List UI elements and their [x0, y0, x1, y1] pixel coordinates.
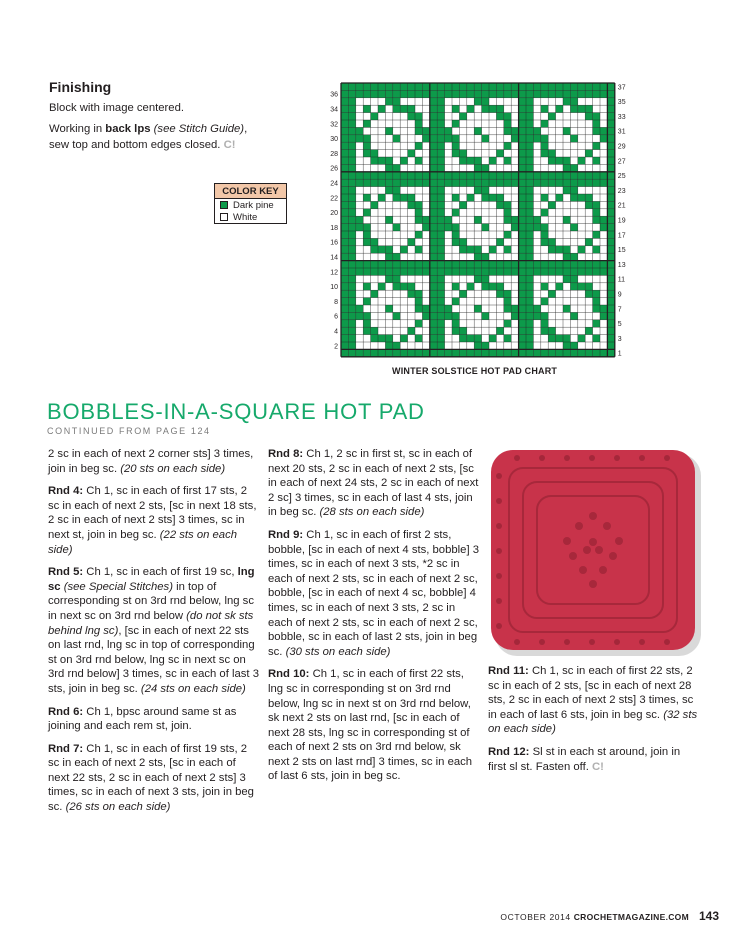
- finishing-text-1: Block with image centered.: [49, 102, 185, 114]
- chart-row-label-right: 5: [617, 321, 622, 329]
- color-key: [214, 183, 287, 224]
- chart-row-label-right: 29: [617, 143, 626, 151]
- section-subtitle: CONTINUED FROM PAGE 124: [47, 426, 211, 436]
- hot-pad-body: [491, 450, 695, 650]
- round-12: Rnd 12: Sl st in each st around, join in first sl st. Fasten off. C!: [488, 745, 681, 773]
- chart-row-label-left: 16: [330, 239, 338, 247]
- chart-row-label-left: 30: [330, 136, 338, 144]
- round-9: Rnd 9: Ch 1, sc in each of first 2 sts, bobble, [sc in each of next 4 sts, bobble] 3 times, sc in each of next 3 sts, *2 sc in each of next 2 sts, sc in each of next 2 sc, bobble, [sc in each of next 4 sc, bobble] 4 times, sc in each of next 3 sts, 2 sc in each of next 2 sts, sc in each of next 2 sc, bobble, sc in each of last 2 sts, join in beg sc. (30 sts on each side): [268, 528, 480, 658]
- chart-row-label-left: 22: [330, 195, 338, 203]
- round-4: Rnd 4: Ch 1, sc in each of first 17 sts, 2 sc in each of next 2 sts, [sc in next 18 sts, 2 sc in each of next 2 sts] 3 times, sc in next st, join in beg sc. (22 sts on each side): [48, 485, 257, 556]
- bobble: [496, 623, 502, 629]
- chart-row-label-left: 4: [334, 328, 338, 336]
- bobble: [496, 598, 502, 604]
- chart-row-label-left: 6: [334, 313, 338, 321]
- round-8: Rnd 8: Ch 1, 2 sc in first st, sc in each of next 20 sts, 2 sc in each of next 2 sts, [sc in each of next 24 sts, 2 sc in each of next 2 sc] 3 times, sc in each of last 4 sts, join in beg sc. (28 sts on each side): [268, 448, 479, 519]
- bobble: [589, 580, 597, 588]
- chart-row-label-right: 7: [617, 306, 622, 314]
- chart-row-label-right: 25: [617, 173, 626, 181]
- color-key-item-dark-pine: Dark pine: [215, 199, 286, 211]
- bobble: [639, 639, 645, 645]
- bobble: [595, 546, 603, 554]
- chart-row-label-right: 13: [617, 261, 626, 269]
- bobble: [496, 473, 502, 479]
- bobble: [569, 552, 577, 560]
- instructions-column-1: [48, 447, 260, 823]
- instructions-column-2: [268, 447, 480, 792]
- round-5: Rnd 5: Ch 1, sc in each of first 19 sc, lng sc (see Special Stitches) in top of corresponding st on 3rd rnd below, lng sc in next sc on 3rd rnd below (do not sk sts behind lng sc), [sc in each of next 22 sts on last rnd, lng sc in top of corresponding st on 3rd rnd below, lng sc in next sc on 3rd rnd below] 3 times, sc in each of last 3 sts, join in beg sc. (24 sts on each side): [48, 566, 259, 695]
- instructions-column-3: [488, 664, 700, 782]
- chart-row-label-right: 9: [617, 291, 622, 299]
- bobble: [575, 522, 583, 530]
- round-6: Rnd 6: Ch 1, bpsc around same st as joining and each rem st, join.: [48, 705, 237, 733]
- bobble: [589, 455, 595, 461]
- bobble: [614, 455, 620, 461]
- chart-title: WINTER SOLSTICE HOT PAD CHART: [392, 366, 558, 376]
- chart-row-label-left: 14: [330, 254, 338, 262]
- round-11: Rnd 11: Ch 1, sc in each of first 22 sts, 2 sc in each of 2 sts, [sc in each of next 28 sts, 2 sc in each of next 2 sts] 3 times, sc in each of last 6 sts, join in beg sc. (32 sts on each side): [488, 665, 698, 736]
- chart-row-label-left: 2: [334, 343, 338, 351]
- finishing-text-2: Working in back lps (see Stitch Guide), sew top and bottom edges closed. C!: [49, 123, 248, 151]
- section-title: BOBBLES-IN-A-SQUARE HOT PAD: [47, 399, 425, 424]
- bobble: [496, 573, 502, 579]
- chart-row-label-right: 1: [617, 350, 622, 358]
- bobble: [589, 538, 597, 546]
- chart-row-label-left: 32: [330, 121, 338, 129]
- round-10: Rnd 10: Ch 1, sc in each of first 22 sts, lng sc in corresponding st on 3rd rnd below, lng sc in next st on 3rd rnd below, sk next 2 sts on last rnd, [sc in each of next 28 sts, lng sc in corresponding st of each of next 2 sts on 3rd rnd below, sk next 2 sts on last rnd] 3 times, sc in each of last 6 sts, join in beg sc.: [268, 668, 473, 783]
- chart-cells: [341, 83, 615, 357]
- bobble: [539, 639, 545, 645]
- chart-row-label-right: 11: [617, 276, 626, 284]
- bobble: [583, 546, 591, 554]
- dark-pine-swatch: [220, 201, 228, 209]
- round-3-end: 2 sc in each of next 2 corner sts] 3 times, join in beg sc. (20 sts on each side): [48, 448, 254, 475]
- bobble: [496, 523, 502, 529]
- end-mark-icon: C!: [592, 760, 604, 773]
- footer-publication: OCTOBER 2014 CROCHETMAGAZINE.COM: [500, 912, 689, 922]
- bobble: [599, 566, 607, 574]
- chart-row-label-right: 33: [617, 113, 626, 121]
- page-footer: [500, 909, 719, 923]
- hot-pad-photo: [487, 446, 705, 658]
- chart-row-label-right: 3: [617, 335, 622, 343]
- bobble: [664, 455, 670, 461]
- chart-row-label-right: 27: [617, 158, 626, 166]
- chart-row-label-left: 10: [330, 284, 338, 292]
- end-mark-icon: C!: [223, 139, 236, 151]
- bobble: [639, 455, 645, 461]
- bobble: [496, 498, 502, 504]
- chart-row-label-left: 26: [330, 165, 338, 173]
- bobble: [589, 639, 595, 645]
- chart-row-label-left: 8: [334, 298, 338, 306]
- chart-row-label-left: 24: [330, 180, 338, 188]
- bobble: [603, 522, 611, 530]
- bobble: [564, 455, 570, 461]
- bobble: [564, 639, 570, 645]
- bobble: [609, 552, 617, 560]
- chart-row-label-right: 17: [617, 232, 626, 240]
- chart-row-label-right: 21: [617, 202, 626, 210]
- chart-row-label-left: 20: [330, 210, 338, 218]
- chart-row-label-left: 12: [330, 269, 338, 277]
- chart-row-label-left: 28: [330, 150, 338, 158]
- bobble: [615, 537, 623, 545]
- bobble: [496, 548, 502, 554]
- bobble: [589, 512, 597, 520]
- chart-row-label-left: 36: [330, 91, 338, 99]
- chart-row-label-right: 23: [617, 187, 626, 195]
- bobble: [614, 639, 620, 645]
- winter-solstice-chart: [321, 82, 661, 362]
- chart-row-label-left: 34: [330, 106, 338, 114]
- chart-row-label-right: 31: [617, 128, 626, 136]
- finishing-title: Finishing: [49, 79, 112, 95]
- chart-row-label-right: 19: [617, 217, 626, 225]
- chart-row-label-right: 37: [617, 84, 626, 92]
- bobble: [514, 639, 520, 645]
- color-key-title: COLOR KEY: [215, 184, 286, 199]
- chart-row-label-right: 15: [617, 247, 626, 255]
- chart-row-label-left: 18: [330, 224, 338, 232]
- bobble: [563, 537, 571, 545]
- bobble: [539, 455, 545, 461]
- color-key-item-white: White: [215, 211, 286, 223]
- bobble: [664, 639, 670, 645]
- bobble: [579, 566, 587, 574]
- page-number: 143: [698, 909, 719, 923]
- round-7: Rnd 7: Ch 1, sc in each of first 19 sts, 2 sc in each of next 2 sts, [sc in each of next 22 sts, 2 sc in each of next 2 sts] 3 times, sc in each of next 3 sts, join in beg sc. (26 sts on each side): [48, 742, 254, 814]
- white-swatch: [220, 213, 228, 221]
- bobble: [514, 455, 520, 461]
- chart-row-label-right: 35: [617, 99, 626, 107]
